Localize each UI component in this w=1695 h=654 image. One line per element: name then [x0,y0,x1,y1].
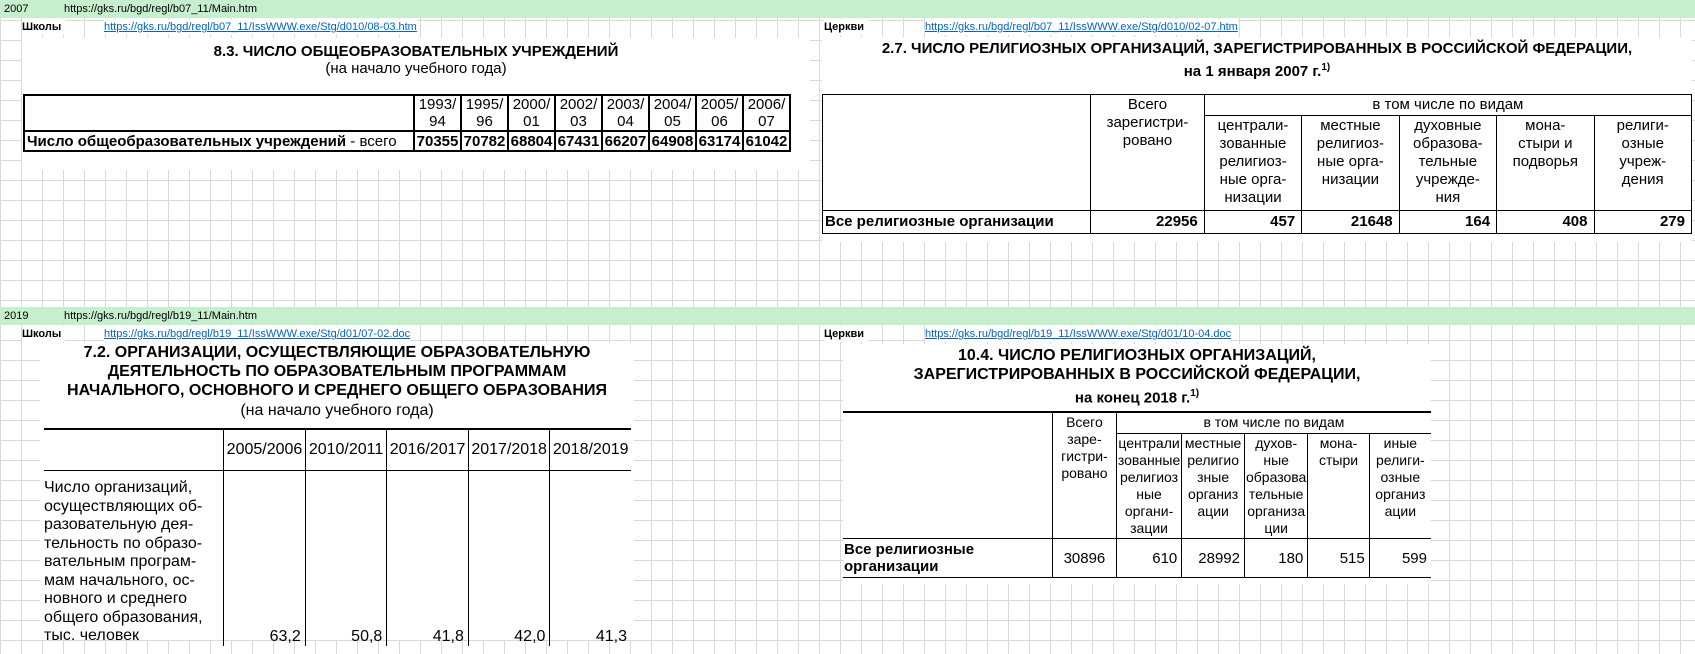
column-header: духов- ные образова тельные организа ции [1244,434,1307,539]
year-header: 2003/ 04 [602,95,649,131]
column-header: местные религио зные организ ации [1182,434,1245,539]
year-header: 2006/ 07 [743,95,790,131]
churches-2007-panel [822,37,1692,242]
year-band-2007 [0,0,1695,18]
total-header: Всего зарегистри- ровано [1091,95,1205,211]
value-cell: 28992 [1182,539,1245,578]
column-header: централи зованные религиоз ные органи- зации [1116,434,1181,539]
schools-2007-panel [22,38,810,170]
table-row [44,471,631,646]
value-cell: 599 [1369,539,1431,578]
value-cell: 63,2 [224,471,306,646]
year-header: 2016/2017 [387,430,469,471]
value-cell: 610 [1116,539,1181,578]
value-cell: 63174 [696,131,743,151]
value-cell: 67431 [555,131,602,151]
value-cell: 408 [1497,211,1594,234]
table-title: 7.2. ОРГАНИЗАЦИИ, ОСУЩЕСТВЛЯЮЩИЕ ОБРАЗОВАТЕЛЬНУЮ ДЕЯТЕЛЬНОСТЬ ПО ОБРАЗОВАТЕЛЬНЫМ ПРОГРАММАМ НАЧАЛЬНОГО, ОСНОВНОГО И СРЕДНЕГО ОБЩЕГО ОБРАЗОВАНИЯ [67,344,607,399]
band-url: https://gks.ru/bgd/regl/b19_11/Main.htm [64,310,258,322]
band-url: https://gks.ru/bgd/regl/b07_11/Main.htm [64,3,258,15]
value-cell: 50,8 [305,471,387,646]
header-blank [44,430,224,471]
value-cell: 68804 [508,131,555,151]
value-cell: 42,0 [468,471,550,646]
schools-2007-table [23,94,791,152]
table-subtitle: (на начало учебного года) [325,60,507,77]
column-header: иные религи- озные организ ации [1369,434,1431,539]
group-header: в том числе по видам [1204,95,1691,116]
year-header: 2000/ 01 [508,95,555,131]
source-link[interactable]: https://gks.ru/bgd/regl/b19_11/IssWWW.exe/Stg/d01/07-02.doc [104,328,411,340]
value-cell: 41,8 [387,471,469,646]
table-subtitle: (на начало учебного года) [240,402,434,419]
table-row [843,539,1431,578]
band-year: 2007 [4,3,29,15]
section-label-schools: Школы [22,19,65,35]
table-title: 8.3. ЧИСЛО ОБЩЕОБРАЗОВАТЕЛЬНЫХ УЧРЕЖДЕНИЙ [213,43,619,60]
header-blank [823,95,1091,211]
schools-2019-table [44,430,631,646]
group-header: в том числе по видам [1116,412,1431,434]
schools-2019-panel [40,343,634,645]
year-header: 2018/2019 [550,430,631,471]
column-header: мона- стыри и подворья [1497,116,1594,211]
value-cell: 66207 [602,131,649,151]
section-label-churches: Церкви [824,19,868,35]
value-cell: 70355 [414,131,461,151]
section-label-schools: Школы [22,326,65,342]
value-cell: 21648 [1302,211,1399,234]
year-header: 2017/2018 [468,430,550,471]
value-cell: 61042 [743,131,790,151]
churches-2019-table [843,411,1431,578]
source-link[interactable]: https://gks.ru/bgd/regl/b07_11/IssWWW.exe/Stg/d010/08-03.htm [104,21,417,33]
value-cell: 64908 [649,131,696,151]
table-title: 2.7. ЧИСЛО РЕЛИГИОЗНЫХ ОРГАНИЗАЦИЙ, ЗАРЕГИСТРИРОВАННЫХ В РОССИЙСКОЙ ФЕДЕРАЦИИ, на 1 января 2007 г.$^{1)}$ [881,40,1633,80]
row-label: Число организаций, осуществляющих об- разовательную дея- тельность по образо- вательным програм- мам начального, ос- новного и среднего общего образования, тыс. человек [44,471,224,646]
value-cell: 22956 [1091,211,1205,234]
header-blank [24,95,414,131]
table-row [823,211,1692,234]
source-link[interactable]: https://gks.ru/bgd/regl/b07_11/IssWWW.exe/Stg/d010/02-07.htm [925,21,1238,33]
year-header: 2005/ 06 [696,95,743,131]
band-year: 2019 [4,310,29,322]
year-band-2019 [0,307,1695,325]
value-cell: 30896 [1053,539,1117,578]
row-label: Все религиозные организации [843,539,1053,578]
total-header: Всего заре- гистри- ровано [1053,412,1117,539]
table-row [24,131,790,151]
header-blank [843,412,1053,539]
churches-2007-table [822,94,1692,234]
year-header: 2005/2006 [224,430,306,471]
value-cell: 180 [1244,539,1307,578]
column-header: централи- зованные религиоз- ные орга- низации [1204,116,1301,211]
year-header: 2010/2011 [305,430,387,471]
year-header: 2002/ 03 [555,95,602,131]
value-cell: 41,3 [550,471,631,646]
value-cell: 70782 [461,131,508,151]
source-link[interactable]: https://gks.ru/bgd/regl/b19_11/IssWWW.exe/Stg/d01/10-04.doc [925,328,1232,340]
row-label: Все религиозные организации [823,211,1091,234]
churches-2019-panel [843,344,1431,584]
value-cell: 515 [1308,539,1369,578]
year-header: 2004/ 05 [649,95,696,131]
year-header: 1993/ 94 [414,95,461,131]
table-title: 10.4. ЧИСЛО РЕЛИГИОЗНЫХ ОРГАНИЗАЦИЙ, ЗАРЕГИСТРИРОВАННЫХ В РОССИЙСКОЙ ФЕДЕРАЦИИ, на конец 2018 г.$^{1)}$ [913,347,1361,407]
value-cell: 164 [1399,211,1496,234]
section-label-churches: Церкви [824,326,868,342]
value-cell: 457 [1204,211,1301,234]
year-header: 1995/ 96 [461,95,508,131]
column-header: мона- стыри [1308,434,1369,539]
column-header: духовные образова- тельные учрежде- ния [1399,116,1496,211]
value-cell: 279 [1594,211,1692,234]
column-header: местные религиоз- ные орга- низации [1302,116,1399,211]
row-label: Число общеобразовательных учреждений - всего [24,131,414,151]
column-header: религи- озные учреж- дения [1594,116,1692,211]
